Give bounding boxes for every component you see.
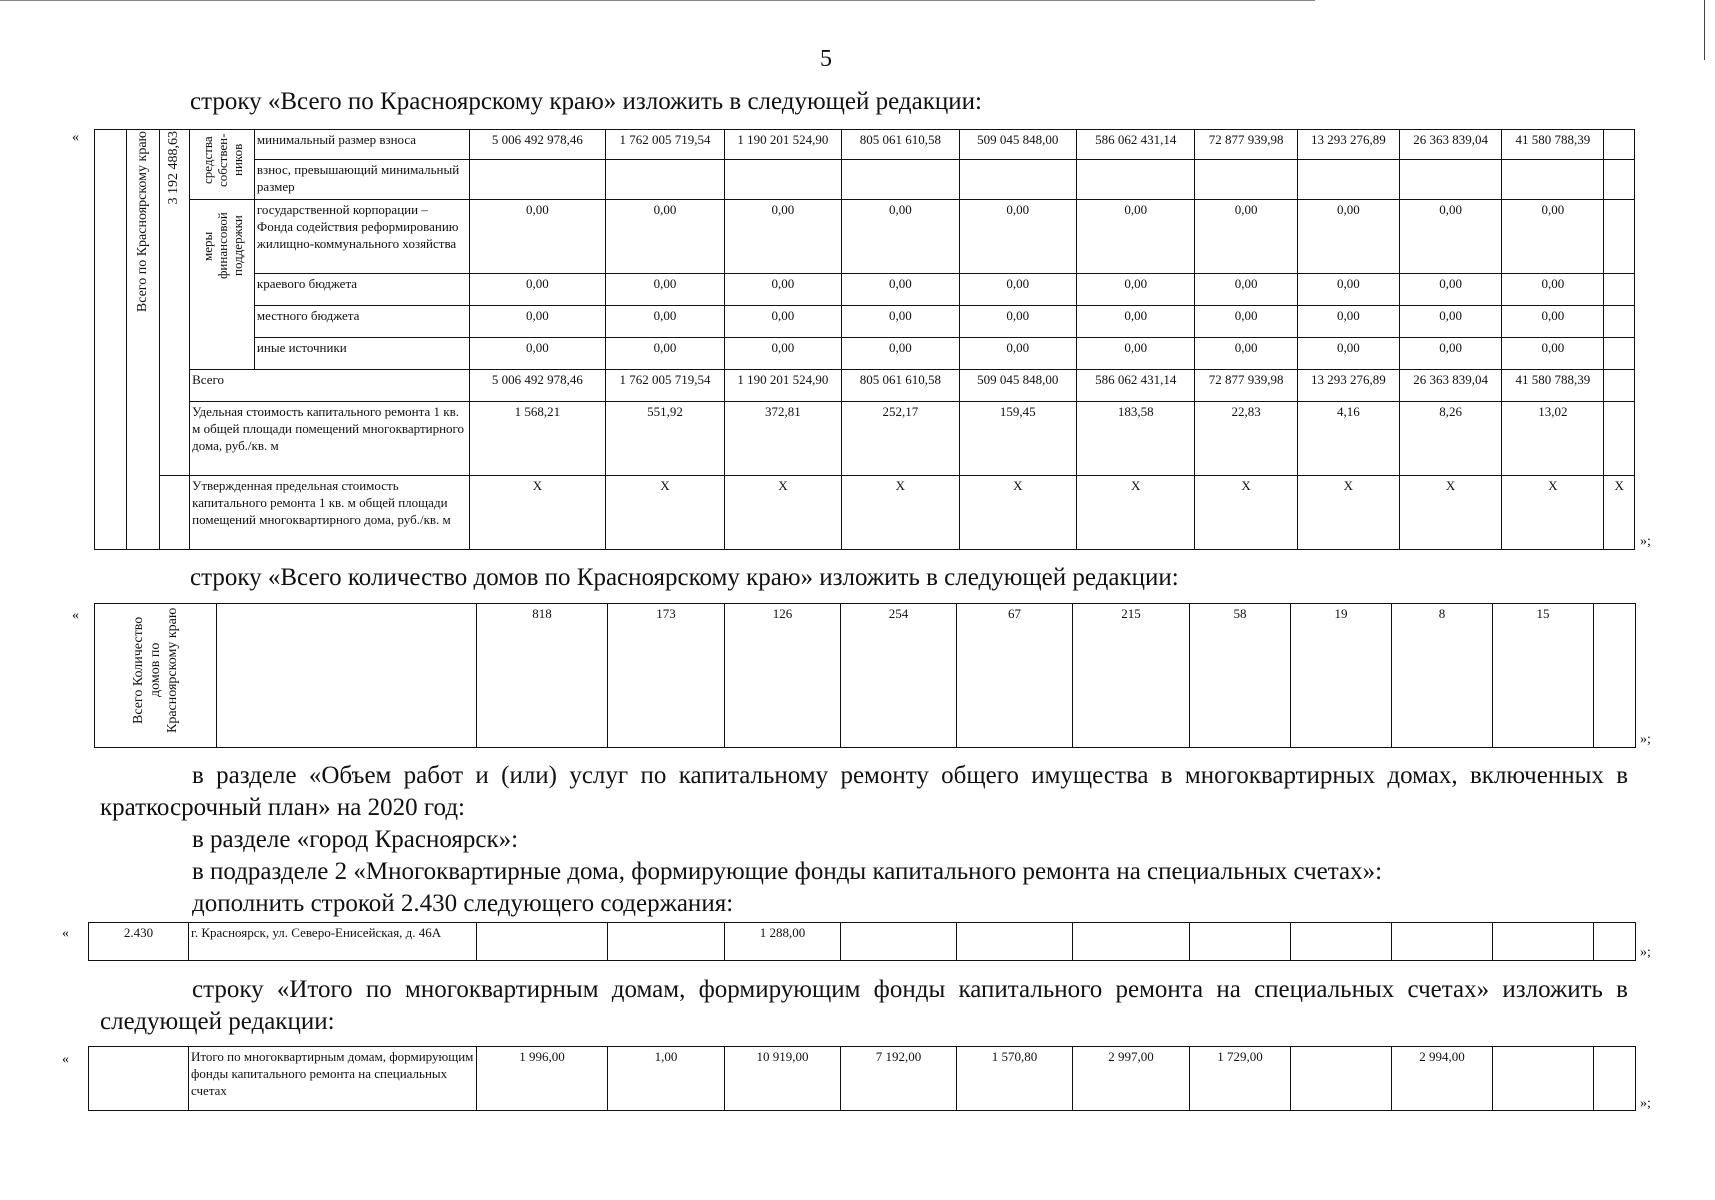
houses-count-value: 67 <box>957 604 1073 748</box>
specific-cost-value: 159,45 <box>959 402 1076 476</box>
total-value: 41 580 788,39 <box>1502 370 1604 402</box>
cell-value: 2 997,00 <box>1073 1047 1190 1111</box>
row-2430-table <box>88 922 1636 961</box>
cell-value <box>1392 923 1493 961</box>
total-value: 26 363 839,04 <box>1399 370 1501 402</box>
specific-cost-value: 551,92 <box>606 402 724 476</box>
total-label: Всего <box>190 370 469 402</box>
cell-value: 0,00 <box>1077 306 1195 338</box>
cell-value: 0,00 <box>606 200 724 274</box>
cell-value <box>957 923 1073 961</box>
cell-value: 0,00 <box>724 200 841 274</box>
open-quote: « <box>72 130 79 145</box>
close-quote: »; <box>1640 1096 1651 1111</box>
close-quote: »; <box>1640 945 1651 960</box>
cell-value: 0,00 <box>1195 274 1297 306</box>
intro-total-row: строку «Всего по Красноярскому краю» изложить в следующей редакции: <box>190 88 982 115</box>
page-number: 5 <box>820 46 832 72</box>
cell-value: 0,00 <box>469 338 606 370</box>
houses-count-value: 818 <box>477 604 608 748</box>
add-row-2430: дополнить строкой 2.430 следующего содержания: <box>192 890 734 917</box>
specific-cost-value: 183,58 <box>1077 402 1195 476</box>
cell-value: 0,00 <box>1195 338 1297 370</box>
cell-value: 586 062 431,14 <box>1077 130 1195 160</box>
specific-cost-value: 13,02 <box>1502 402 1604 476</box>
cell-value: 1,00 <box>608 1047 725 1111</box>
total-value: 1 762 005 719,54 <box>606 370 724 402</box>
cell-value: 1 288,00 <box>725 923 841 961</box>
cell-value: 0,00 <box>724 274 841 306</box>
houses-count-value: 58 <box>1190 604 1291 748</box>
specific-cost-value: 372,81 <box>724 402 841 476</box>
houses-count-value: 215 <box>1073 604 1190 748</box>
own-funds-vertical-label: средства собствен-ников <box>199 133 245 187</box>
row-label: государственной корпорации – Фонда содействия реформированию жилищно-коммунального хозяйства <box>254 200 469 274</box>
cell-value: 0,00 <box>959 338 1076 370</box>
limit-cost-value: X <box>1399 476 1501 550</box>
cell-value: 0,00 <box>1077 274 1195 306</box>
cell-value: 0,00 <box>469 274 606 306</box>
total-special-accounts-table <box>88 1046 1636 1111</box>
cell-value: 0,00 <box>1502 200 1604 274</box>
specific-cost-value: 8,26 <box>1399 402 1501 476</box>
specific-cost-value: 252,17 <box>842 402 959 476</box>
total-value: 805 061 610,58 <box>842 370 959 402</box>
section-volume-paragraph: в разделе «Объем работ и (или) услуг по капитальному ремонту общего имущества в многоквартирных домах, включенных в краткосрочный план» на 2020 год: <box>100 762 1628 821</box>
cell-value: 0,00 <box>959 306 1076 338</box>
total-value: 5 006 492 978,46 <box>469 370 606 402</box>
cell-value: 41 580 788,39 <box>1502 130 1604 160</box>
row-label: минимальный размер взноса <box>254 130 469 160</box>
cell-value: 0,00 <box>1399 200 1501 274</box>
open-quote: « <box>62 926 69 941</box>
close-quote: »; <box>1640 732 1651 747</box>
limit-cost-value: X <box>469 476 606 550</box>
total-value: 72 877 939,98 <box>1195 370 1297 402</box>
cell-value <box>1291 1047 1392 1111</box>
cell-value <box>1190 923 1291 961</box>
section-total-paragraph: строку «Итого по многоквартирным домам, формирующим фонды капитального ремонта на специальных счетах» изложить в следующей редакции: <box>100 976 1628 1035</box>
row-label: краевого бюджета <box>254 274 469 306</box>
intro-houses-count: строку «Всего количество домов по Красноярскому краю» изложить в следующей редакции: <box>190 564 1179 591</box>
cell-value: 0,00 <box>842 200 959 274</box>
row-label: иные источники <box>254 338 469 370</box>
cell-value: 0,00 <box>606 338 724 370</box>
cell-value <box>1073 923 1190 961</box>
cell-value: 0,00 <box>1399 274 1501 306</box>
limit-cost-value: X <box>1195 476 1297 550</box>
houses-count-value: 15 <box>1493 604 1594 748</box>
cell-value: 7 192,00 <box>841 1047 957 1111</box>
cell-value <box>477 923 608 961</box>
row-label: местного бюджета <box>254 306 469 338</box>
cell-value: 0,00 <box>959 200 1076 274</box>
cell-value: 0,00 <box>1297 274 1399 306</box>
cell-value: 0,00 <box>1502 338 1604 370</box>
row-label: взнос, превышающий минимальный размер <box>254 160 469 200</box>
open-quote: « <box>72 608 79 623</box>
total-value: 586 062 431,14 <box>1077 370 1195 402</box>
total-value: 509 045 848,00 <box>959 370 1076 402</box>
specific-cost-value: 22,83 <box>1195 402 1297 476</box>
cell-value: 509 045 848,00 <box>959 130 1076 160</box>
cell-value: 0,00 <box>606 274 724 306</box>
total-label: Итого по многоквартирным домам, формирующим фонды капитального ремонта на специальных счетах <box>189 1047 477 1111</box>
cell-value: 0,00 <box>1195 200 1297 274</box>
cell-value: 0,00 <box>724 306 841 338</box>
limit-cost-value: X <box>1077 476 1195 550</box>
houses-count-value: 19 <box>1291 604 1392 748</box>
cell-value: 0,00 <box>1077 338 1195 370</box>
cell-value: 1 762 005 719,54 <box>606 130 724 160</box>
open-quote: « <box>62 1052 69 1067</box>
cell-value <box>1493 923 1594 961</box>
cell-value: 0,00 <box>1077 200 1195 274</box>
cell-value: 0,00 <box>1399 306 1501 338</box>
address: г. Красноярск, ул. Северо-Енисейская, д. 46А <box>189 923 477 961</box>
cell-value: 2 994,00 <box>1392 1047 1493 1111</box>
subsection-2: в подразделе 2 «Многоквартирные дома, формирующие фонды капитального ремонта на специальных счетах»: <box>192 858 1383 885</box>
specific-cost-label: Удельная стоимость капитального ремонта 1 кв. м общей площади помещений многоквартирного дома, руб./кв. м <box>190 402 469 476</box>
cell-value <box>841 923 957 961</box>
cell-value: 805 061 610,58 <box>842 130 959 160</box>
cell-value: 0,00 <box>959 274 1076 306</box>
close-quote: »; <box>1640 534 1651 549</box>
houses-count-value: 8 <box>1392 604 1493 748</box>
cell-value: 0,00 <box>1195 306 1297 338</box>
cell-value: 5 006 492 978,46 <box>469 130 606 160</box>
limit-cost-value: X <box>606 476 724 550</box>
limit-cost-value: X <box>724 476 841 550</box>
cell-value: 0,00 <box>842 338 959 370</box>
cell-value: 72 877 939,98 <box>1195 130 1297 160</box>
cell-value: 0,00 <box>1502 274 1604 306</box>
cell-value: 10 919,00 <box>725 1047 841 1111</box>
cell-value: 26 363 839,04 <box>1399 130 1501 160</box>
cell-value: 1 190 201 524,90 <box>724 130 841 160</box>
cell-value: 0,00 <box>606 306 724 338</box>
houses-count-value: 126 <box>725 604 841 748</box>
limit-cost-value: X <box>1502 476 1604 550</box>
total-value: 1 190 201 524,90 <box>724 370 841 402</box>
cell-value <box>1291 923 1392 961</box>
right-edge-rule <box>1704 0 1705 60</box>
limit-cost-value: X <box>842 476 959 550</box>
cell-value: 0,00 <box>1297 200 1399 274</box>
cell-value <box>608 923 725 961</box>
support-vertical-label: меры финансовой поддержки <box>199 212 245 280</box>
cell-value: 0,00 <box>1297 306 1399 338</box>
limit-cost-value: X <box>1297 476 1399 550</box>
cell-value: 1 570,80 <box>957 1047 1073 1111</box>
houses-count-value: 254 <box>841 604 957 748</box>
cell-value: 0,00 <box>842 306 959 338</box>
cell-value: 0,00 <box>724 338 841 370</box>
total-region-table <box>94 129 1635 550</box>
top-rule <box>0 0 1315 1</box>
specific-cost-value: 1 568,21 <box>469 402 606 476</box>
cell-value: 1 729,00 <box>1190 1047 1291 1111</box>
cell-value: 0,00 <box>842 274 959 306</box>
section-krasnoyarsk: в разделе «город Красноярск»: <box>192 826 519 853</box>
row-number: 2.430 <box>89 923 189 961</box>
cell-value: 0,00 <box>469 306 606 338</box>
cell-value: 13 293 276,89 <box>1297 130 1399 160</box>
cell-value: 0,00 <box>469 200 606 274</box>
cell-value: 0,00 <box>1399 338 1501 370</box>
houses-count-table <box>94 603 1636 748</box>
houses-count-value: 173 <box>608 604 725 748</box>
region-vertical-label: Всего по Красноярскому краю <box>135 131 151 313</box>
total-value: 13 293 276,89 <box>1297 370 1399 402</box>
cell-value: 0,00 <box>1297 338 1399 370</box>
specific-cost-value: 4,16 <box>1297 402 1399 476</box>
limit-cost-value: X <box>959 476 1076 550</box>
cell-value: 0,00 <box>1502 306 1604 338</box>
area-vertical-label: 3 192 488,63 <box>166 131 182 205</box>
houses-vertical-label: Всего Количество домов по Красноярскому краю <box>131 607 180 733</box>
limit-cost-label: Утвержденная предельная стоимость капитального ремонта 1 кв. м общей площади помещений многоквартирного дома, руб./кв. м <box>190 476 469 550</box>
cell-value <box>1493 1047 1594 1111</box>
cell-value: 1 996,00 <box>477 1047 608 1111</box>
limit-cost-value: X <box>1604 476 1635 550</box>
